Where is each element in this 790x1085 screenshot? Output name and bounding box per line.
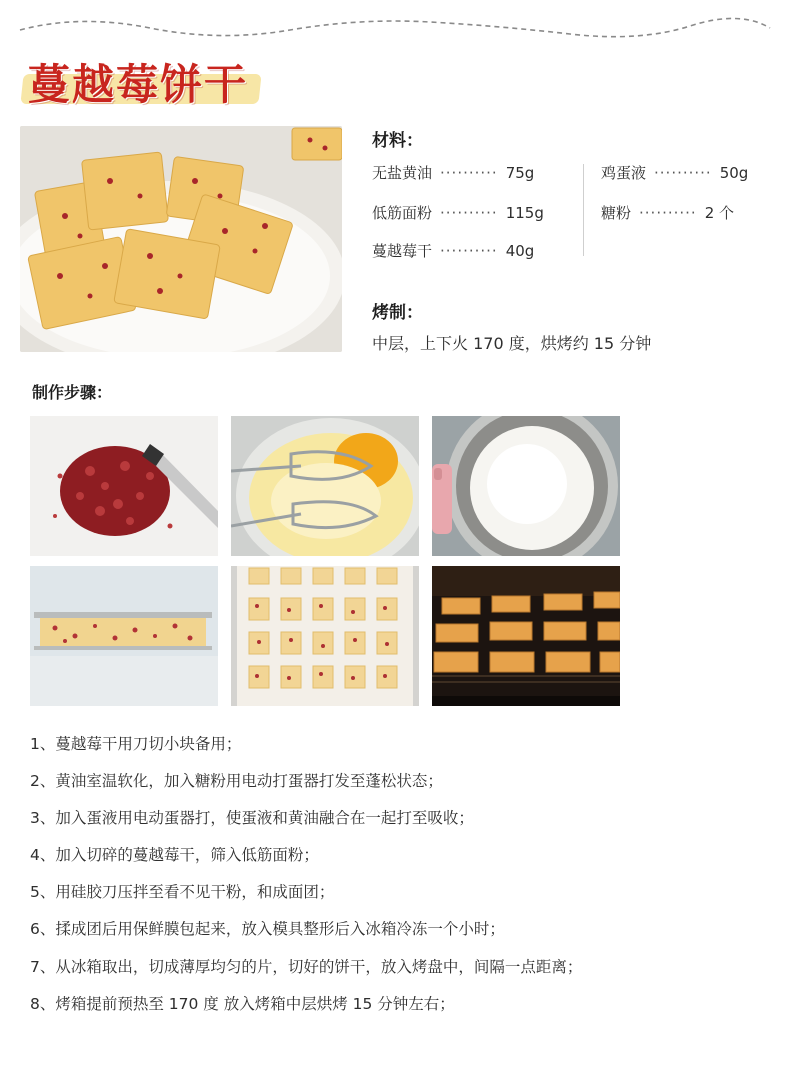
ingredient-name: 无盐黄油 [372,164,433,182]
steps-label: 制作步骤： [32,383,113,402]
chopped-cranberries-photo [30,416,218,556]
title-block [20,48,270,110]
top-wave-divider [0,8,790,48]
ingredient-dots: ·········· [440,241,498,260]
ingredient-dots: ·········· [440,163,498,182]
step-line: 6、揉成团后用保鲜膜包起来，放入模具整形后入冰箱冷冻一个小时； [30,920,505,938]
ingredient-amount: 2 个 [704,204,735,222]
step-line: 4、加入切碎的蔓越莓干，筛入低筋面粉； [30,846,319,864]
step-line: 5、用硅胶刀压拌至看不见干粉，和成面团； [30,883,335,901]
ingredients-divider [583,164,584,256]
step-line: 8、烤箱提前预热至 170 度 放入烤箱中层烘烤 15 分钟左右； [30,995,455,1013]
cookies-in-oven-photo [432,566,620,706]
ingredient-name: 糖粉 [601,204,632,222]
ingredient-name: 低筋面粉 [372,204,433,222]
ingredient-amount: 40g [505,241,535,260]
ingredient-dots: ·········· [639,203,697,222]
ingredient-dots: ·········· [654,163,712,182]
sifted-flour-photo [432,416,620,556]
ingredient-name: 鸡蛋液 [601,164,647,182]
ingredient-name: 蔓越莓干 [372,242,433,260]
ingredient-amount: 115g [505,203,544,222]
ingredient-row [372,240,534,261]
dough-in-mold-photo [30,566,218,706]
step-line: 7、从冰箱取出，切成薄厚均匀的片，切好的饼干，放入烤盘中，间隔一点距离； [30,958,583,976]
ingredient-dots: ·········· [440,203,498,222]
baking-instructions: 中层，上下火 170 度，烘烤约 15 分钟 [372,334,652,353]
cookies-on-tray-photo [231,566,419,706]
cranberry-cookies-photo [20,126,342,352]
whisking-butter-photo [231,416,419,556]
step-line: 1、蔓越莓干用刀切小块备用； [30,735,242,753]
page-title: 蔓越莓饼干 [28,60,249,109]
ingredients-label: 材料： [372,131,423,151]
ingredient-row [601,202,734,223]
ingredient-row [372,162,534,183]
step-line: 3、加入蛋液用电动蛋器打，使蛋液和黄油融合在一起打至吸收； [30,809,474,827]
ingredient-amount: 50g [719,163,749,182]
baking-label: 烤制： [372,303,423,323]
ingredient-row [372,202,544,223]
ingredient-row [601,162,748,183]
step-line: 2、黄油室温软化，加入糖粉用电动打蛋器打发至蓬松状态； [30,772,443,790]
ingredient-amount: 75g [505,163,535,182]
